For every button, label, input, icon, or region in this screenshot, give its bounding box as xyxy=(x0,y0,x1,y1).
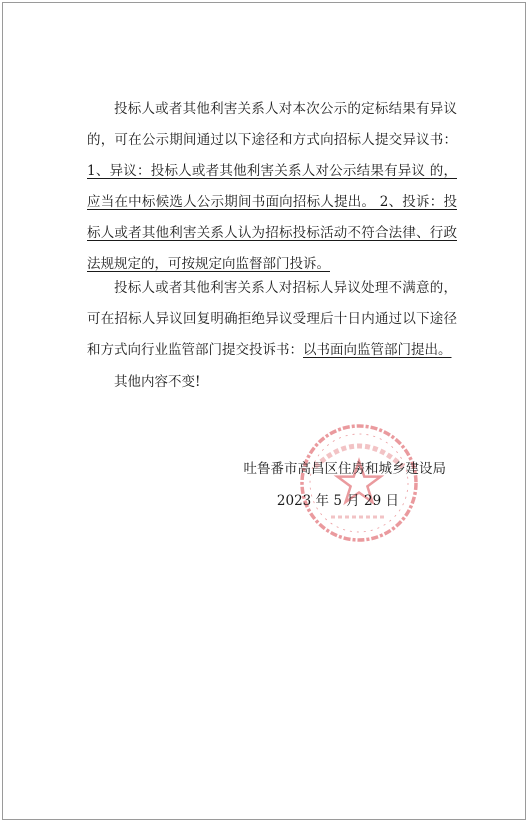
unchanged-note-text: 其他内容不变! xyxy=(114,374,201,390)
issue-date: 2023 年 5 月 29 日 xyxy=(276,493,399,509)
complaint-paragraph xyxy=(87,273,457,366)
document-page xyxy=(2,2,526,820)
objection-paragraph xyxy=(87,94,457,280)
issuing-organization: 吐鲁番市高昌区住房和城乡建设局 xyxy=(243,461,446,477)
objection-underlined-text: 1、异议：投标人或者其他利害关系人对公示结果有异议 的，应当在中标候选人公示期间书面向招标人提出。 2、投诉：投标人或者其他利害关系人认为招标投标活动不符合法律、行政法规规定的，可按规定向监督部门投诉。 xyxy=(87,163,457,272)
unchanged-note xyxy=(87,367,457,398)
complaint-underlined-text: 以书面向监管部门提出。 xyxy=(303,342,452,358)
official-seal-stamp xyxy=(297,421,421,545)
objection-intro-text: 投标人或者其他利害关系人对本次公示的定标结果有异议的，可在公示期间通过以下途径和方式向招标人提交异议书： xyxy=(87,101,457,148)
complaint-intro-text: 投标人或者其他利害关系人对招标人异议处理不满意的， 可在招标人异议回复明确拒绝异议受理后十日内通过以下途径和方式向行业监管部门提交投诉书： xyxy=(87,280,457,358)
